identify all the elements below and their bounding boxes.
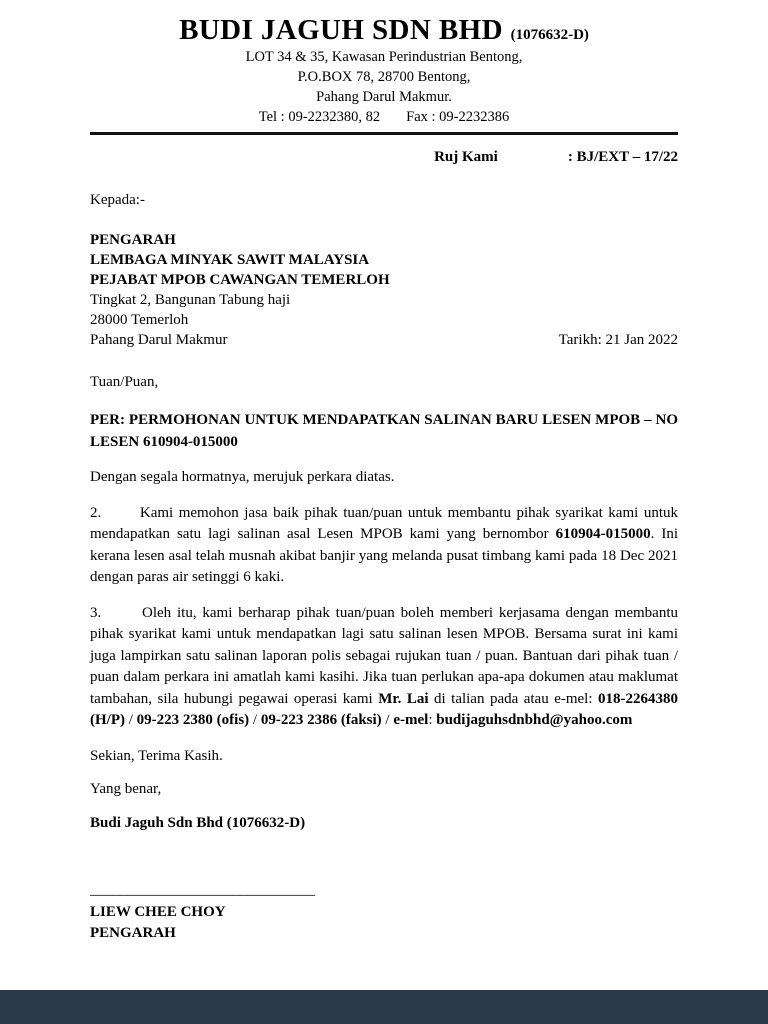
recipient-address-3: Pahang Darul Makmur [90,331,228,348]
paragraph-3: 3. Oleh itu, kami berharap pihak tuan/puan boleh memberi kerjasama dengan membantu pihak syarikat kami untuk mendapatkan lagi satu salinan lesen MPOB. Bersama surat ini kami juga lampirkan satu salinan laporan polis sebagai rujukan tuan / puan. Bantuan dari pihak tuan / puan dalam perkara ini amatlah kami kasihi. Jika tuan perlukan apa-apa dokumen atau maklumat tambahan, sila hubungi pegawai operasi kami Mr. Lai di talian pada atau e-mel: 018-2264380 (H/P) / 09-223 2380 (ofis) / 09-223 2386 (faksi) / e-mel: budijaguhsdnbhd@yahoo.com [90,604,678,729]
reference-label: Ruj Kami [434,149,498,166]
recipient-org: LEMBAGA MINYAK SAWIT MALAYSIA [90,251,370,268]
subject-line: PER: PERMOHONAN UNTUK MENDAPATKAN SALINAN BARU LESEN MPOB – NO LESEN 610904-015000 [90,412,678,451]
signatory-title: PENGARAH [90,925,176,942]
signatory-name: LIEW CHEE CHOY [90,904,226,921]
letter-date: Tarikh: 21 Jan 2022 [558,331,678,348]
fax-number: Fax : 09-2232386 [406,109,510,126]
paragraph-2: 2. Kami memohon jasa baik pihak tuan/puan untuk membantu pihak syarikat kami untuk mendapatkan satu lagi salinan asal Lesen MPOB kami yang bernombor 610904-015000. Ini kerana lesen asal telah musnah akibat banjir yang melanda pusat timbang kami pada 18 Dec 2021 dengan paras air setinggi 6 kaki. [90,504,678,586]
closing-yours: Yang benar, [90,781,162,798]
recipient-date-row [90,330,678,350]
signature-line: ______________________________ [90,882,315,899]
letterhead-divider [90,132,678,135]
reference-row [90,147,678,168]
letterhead [90,14,678,135]
letterhead-address-line-2: P.O.BOX 78, 28700 Bentong, [297,69,471,86]
company-name-line [90,14,678,47]
recipient-address-1: Tingkat 2, Bangunan Tabung haji [90,291,291,308]
signing-company: Budi Jaguh Sdn Bhd (1076632-D) [90,814,306,831]
letterhead-address-line-3: Pahang Darul Makmur. [316,89,452,106]
tel-fax-line [90,107,678,127]
tel-number: Tel : 09-2232380, 82 [258,109,381,126]
closing-thanks: Sekian, Terima Kasih. [90,747,223,764]
company-reg-no: (1076632-D) [510,27,589,43]
viewer-bottom-bar [0,990,768,1024]
recipient-name: PENGARAH [90,231,176,248]
company-name: BUDI JAGUH SDN BHD [179,14,503,46]
recipient-block [90,230,678,350]
salutation: Tuan/Puan, [90,373,159,390]
reference-value: : BJ/EXT – 17/22 [567,149,678,166]
paragraph-intro: Dengan segala hormatnya, merujuk perkara diatas. [90,469,395,486]
letterhead-address-line-1: LOT 34 & 35, Kawasan Perindustrian Bentong, [245,49,523,66]
recipient-office: PEJABAT MPOB CAWANGAN TEMERLOH [90,271,390,288]
kepada-label: Kepada:- [90,192,145,209]
recipient-address-2: 28000 Temerloh [90,311,189,328]
